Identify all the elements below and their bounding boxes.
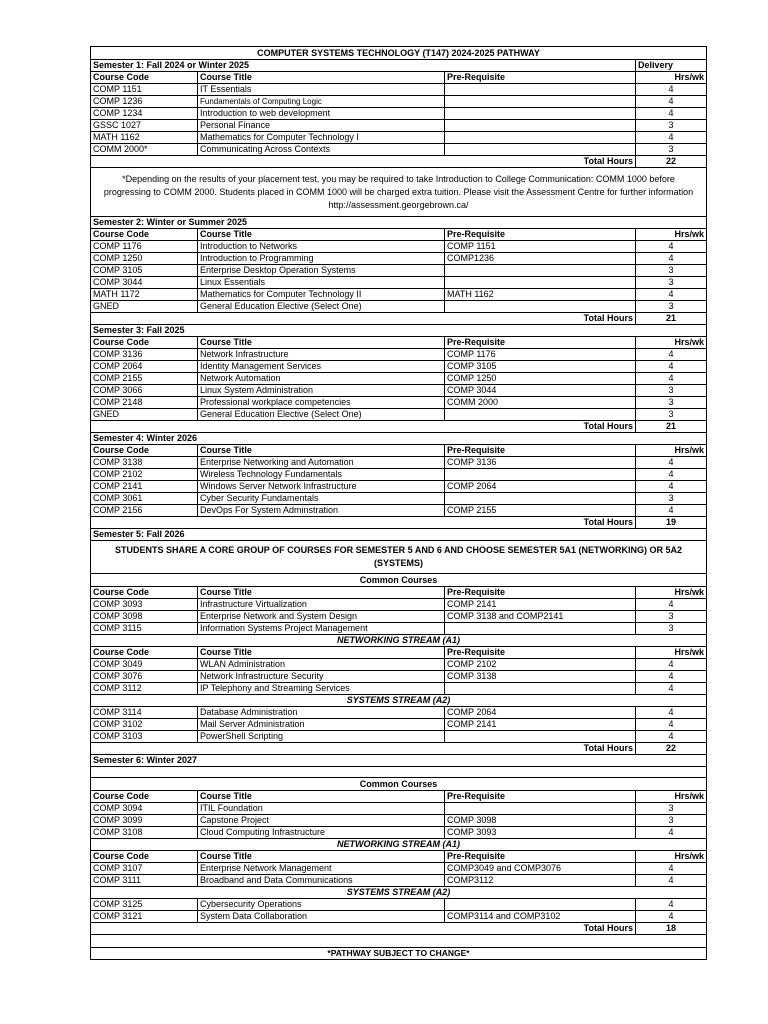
course-prerequisite: COMP 3044 <box>445 385 636 397</box>
course-hours: 4 <box>636 671 707 683</box>
common-courses-label-cell: Common Courses <box>91 574 707 587</box>
column-header-code: Course Code <box>91 647 198 659</box>
course-row <box>91 361 707 373</box>
total-label: Total Hours <box>91 421 636 433</box>
total-hours-row <box>91 923 707 935</box>
column-header-code: Course Code <box>91 587 198 599</box>
column-header-row <box>91 229 707 241</box>
course-code: COMP 3093 <box>91 599 198 611</box>
total-hours: 21 <box>636 421 707 433</box>
course-code: GNED <box>91 409 198 421</box>
course-code: COMP 3044 <box>91 277 198 289</box>
course-prerequisite: COMP3114 and COMP3102 <box>445 911 636 923</box>
course-prerequisite <box>445 132 636 144</box>
total-label: Total Hours <box>91 313 636 325</box>
course-prerequisite <box>445 409 636 421</box>
column-header-code: Course Code <box>91 229 198 241</box>
course-hours: 4 <box>636 373 707 385</box>
course-row <box>91 863 707 875</box>
networking-stream-label-cell: NETWORKING STREAM (A1) <box>91 635 707 647</box>
course-prerequisite: COMP 3136 <box>445 457 636 469</box>
course-row <box>91 683 707 695</box>
column-header-title: Course Title <box>198 445 445 457</box>
course-prerequisite <box>445 803 636 815</box>
semester-heading-row <box>91 60 707 72</box>
course-hours: 4 <box>636 108 707 120</box>
course-code: COMP 2064 <box>91 361 198 373</box>
course-prerequisite <box>445 108 636 120</box>
course-title: Wireless Technology Fundamentals <box>198 469 445 481</box>
course-prerequisite <box>445 84 636 96</box>
course-code: COMP 3107 <box>91 863 198 875</box>
column-header-row <box>91 587 707 599</box>
course-prerequisite: COMP 3105 <box>445 361 636 373</box>
semester-heading: Semester 1: Fall 2024 or Winter 2025 <box>91 60 636 72</box>
column-header-hrs: Hrs/wk <box>636 791 707 803</box>
semester-heading <box>91 217 707 229</box>
course-prerequisite: COMP3049 and COMP3076 <box>445 863 636 875</box>
course-code: MATH 1172 <box>91 289 198 301</box>
blank-cell <box>91 935 707 948</box>
course-prerequisite: COMP 2141 <box>445 719 636 731</box>
course-row <box>91 911 707 923</box>
course-prerequisite <box>445 301 636 313</box>
column-header-code: Course Code <box>91 851 198 863</box>
systems-stream-label <box>91 887 707 899</box>
semester-heading-cell: Semester 5: Fall 2026 <box>91 529 707 541</box>
total-hours-row <box>91 421 707 433</box>
course-row <box>91 265 707 277</box>
course-title: IP Telephony and Streaming Services <box>198 683 445 695</box>
column-header-prereq: Pre-Requisite <box>445 445 636 457</box>
column-header-hrs: Hrs/wk <box>636 337 707 349</box>
column-header-hrs: Hrs/wk <box>636 72 707 84</box>
course-code: COMP 1151 <box>91 84 198 96</box>
column-header-title: Course Title <box>198 587 445 599</box>
course-code: MATH 1162 <box>91 132 198 144</box>
course-prerequisite: COMP 2155 <box>445 505 636 517</box>
course-prerequisite: COMP 1176 <box>445 349 636 361</box>
course-row <box>91 493 707 505</box>
course-title: Identity Management Services <box>198 361 445 373</box>
column-header-prereq: Pre-Requisite <box>445 337 636 349</box>
course-row <box>91 108 707 120</box>
course-hours: 4 <box>636 599 707 611</box>
course-code: COMP 3125 <box>91 899 198 911</box>
course-prerequisite: COMP3112 <box>445 875 636 887</box>
course-hours: 4 <box>636 731 707 743</box>
course-title: Network Infrastructure <box>198 349 445 361</box>
course-prerequisite: COMP 2141 <box>445 599 636 611</box>
course-row <box>91 373 707 385</box>
course-prerequisite: COMP 3138 and COMP2141 <box>445 611 636 623</box>
course-row <box>91 241 707 253</box>
course-title: Information Systems Project Management <box>198 623 445 635</box>
course-code: COMP 3114 <box>91 707 198 719</box>
course-title: ITIL Foundation <box>198 803 445 815</box>
course-code: COMP 3099 <box>91 815 198 827</box>
course-hours: 4 <box>636 875 707 887</box>
course-title: Mathematics for Computer Technology I <box>198 132 445 144</box>
course-code: COMP 3112 <box>91 683 198 695</box>
course-code: COMP 3115 <box>91 623 198 635</box>
course-hours: 4 <box>636 96 707 108</box>
course-hours: 4 <box>636 457 707 469</box>
total-hours-row <box>91 313 707 325</box>
core-courses-note-cell: STUDENTS SHARE A CORE GROUP OF COURSES FOR SEMESTER 5 AND 6 AND CHOOSE SEMESTER 5A1 (NETWORKING) OR 5A2 (SYSTEMS) <box>91 541 707 574</box>
course-code: COMP 2148 <box>91 397 198 409</box>
column-header-hrs: Hrs/wk <box>636 587 707 599</box>
course-row <box>91 253 707 265</box>
course-code: COMP 1234 <box>91 108 198 120</box>
course-code: COMP 3121 <box>91 911 198 923</box>
course-title: PowerShell Scripting <box>198 731 445 743</box>
column-header-row <box>91 72 707 84</box>
course-row <box>91 457 707 469</box>
course-title: Cloud Computing Infrastructure <box>198 827 445 839</box>
course-hours: 4 <box>636 481 707 493</box>
course-title: Introduction to web development <box>198 108 445 120</box>
course-code: COMP 3098 <box>91 611 198 623</box>
course-hours: 4 <box>636 84 707 96</box>
course-code: COMP 3103 <box>91 731 198 743</box>
course-hours: 3 <box>636 301 707 313</box>
course-prerequisite <box>445 469 636 481</box>
course-row <box>91 301 707 313</box>
footer-note <box>91 948 707 960</box>
course-row <box>91 289 707 301</box>
course-prerequisite: COMP 1151 <box>445 241 636 253</box>
course-code: COMP 3105 <box>91 265 198 277</box>
course-prerequisite: COMP 3093 <box>445 827 636 839</box>
total-hours: 22 <box>636 743 707 755</box>
course-title: WLAN Administration <box>198 659 445 671</box>
course-row <box>91 623 707 635</box>
course-prerequisite: COMP 3138 <box>445 671 636 683</box>
course-code: COMP 3094 <box>91 803 198 815</box>
semester-heading-cell: Semester 4: Winter 2026 <box>91 433 707 445</box>
column-header-title: Course Title <box>198 72 445 84</box>
course-title: Professional workplace competencies <box>198 397 445 409</box>
course-row <box>91 827 707 839</box>
column-header-prereq: Pre-Requisite <box>445 229 636 241</box>
semester-heading-cell: Semester 3: Fall 2025 <box>91 325 707 337</box>
course-title: Enterprise Networking and Automation <box>198 457 445 469</box>
course-row <box>91 599 707 611</box>
course-prerequisite <box>445 493 636 505</box>
course-row <box>91 385 707 397</box>
course-hours: 4 <box>636 707 707 719</box>
course-title: Cyber Security Fundamentals <box>198 493 445 505</box>
course-code: GSSC 1027 <box>91 120 198 132</box>
course-hours: 3 <box>636 385 707 397</box>
column-header-code: Course Code <box>91 445 198 457</box>
course-hours: 4 <box>636 683 707 695</box>
course-hours: 4 <box>636 911 707 923</box>
total-hours-row <box>91 156 707 168</box>
course-code: COMM 2000* <box>91 144 198 156</box>
column-header-code: Course Code <box>91 72 198 84</box>
delivery-header: Delivery <box>636 60 707 72</box>
course-prerequisite <box>445 265 636 277</box>
course-hours: 4 <box>636 827 707 839</box>
course-row <box>91 659 707 671</box>
course-title: General Education Elective (Select One) <box>198 409 445 421</box>
column-header-title: Course Title <box>198 791 445 803</box>
course-code: COMP 3138 <box>91 457 198 469</box>
footer-note-cell: *PATHWAY SUBJECT TO CHANGE* <box>91 948 707 960</box>
course-code: COMP 2141 <box>91 481 198 493</box>
course-hours: 3 <box>636 144 707 156</box>
course-title: Database Administration <box>198 707 445 719</box>
column-header-prereq: Pre-Requisite <box>445 851 636 863</box>
total-label: Total Hours <box>91 156 636 168</box>
column-header-row <box>91 791 707 803</box>
course-row <box>91 719 707 731</box>
core-courses-note <box>91 541 707 574</box>
column-header-title: Course Title <box>198 647 445 659</box>
column-header-hrs: Hrs/wk <box>636 445 707 457</box>
course-hours: 4 <box>636 349 707 361</box>
column-header-code: Course Code <box>91 337 198 349</box>
course-code: COMP 3111 <box>91 875 198 887</box>
column-header-title: Course Title <box>198 229 445 241</box>
course-code: COMP 3136 <box>91 349 198 361</box>
total-label: Total Hours <box>91 517 636 529</box>
course-title: General Education Elective (Select One) <box>198 301 445 313</box>
course-hours: 3 <box>636 120 707 132</box>
course-hours: 3 <box>636 611 707 623</box>
course-prerequisite: COMP 1250 <box>445 373 636 385</box>
course-prerequisite <box>445 899 636 911</box>
networking-stream-label <box>91 635 707 647</box>
course-row <box>91 349 707 361</box>
course-code: COMP 2102 <box>91 469 198 481</box>
course-title: Mail Server Administration <box>198 719 445 731</box>
course-title: Network Infrastructure Security <box>198 671 445 683</box>
course-title: Introduction to Networks <box>198 241 445 253</box>
course-prerequisite: COMM 2000 <box>445 397 636 409</box>
course-hours: 4 <box>636 659 707 671</box>
semester-heading <box>91 325 707 337</box>
spacer-cell <box>91 767 707 778</box>
course-hours: 4 <box>636 361 707 373</box>
course-code: COMP 1250 <box>91 253 198 265</box>
course-row <box>91 469 707 481</box>
networking-stream-label <box>91 839 707 851</box>
course-row <box>91 899 707 911</box>
course-prerequisite: MATH 1162 <box>445 289 636 301</box>
course-prerequisite: COMP1236 <box>445 253 636 265</box>
total-hours: 18 <box>636 923 707 935</box>
course-row <box>91 611 707 623</box>
column-header-hrs: Hrs/wk <box>636 647 707 659</box>
course-title: Windows Server Network Infrastructure <box>198 481 445 493</box>
course-title: Linux Essentials <box>198 277 445 289</box>
course-title: Enterprise Desktop Operation Systems <box>198 265 445 277</box>
total-hours: 21 <box>636 313 707 325</box>
course-title: DevOps For System Adminstration <box>198 505 445 517</box>
course-row <box>91 409 707 421</box>
course-title: Cybersecurity Operations <box>198 899 445 911</box>
total-hours-row <box>91 517 707 529</box>
course-row <box>91 96 707 108</box>
course-title: Capstone Project <box>198 815 445 827</box>
column-header-hrs: Hrs/wk <box>636 229 707 241</box>
total-label: Total Hours <box>91 743 636 755</box>
course-row <box>91 84 707 96</box>
course-hours: 4 <box>636 132 707 144</box>
semester-heading <box>91 433 707 445</box>
course-code: COMP 2156 <box>91 505 198 517</box>
column-header-code: Course Code <box>91 791 198 803</box>
course-code: COMP 1176 <box>91 241 198 253</box>
common-courses-label <box>91 574 707 587</box>
course-code: COMP 3076 <box>91 671 198 683</box>
course-row <box>91 671 707 683</box>
course-row <box>91 803 707 815</box>
course-hours: 3 <box>636 277 707 289</box>
course-code: COMP 3049 <box>91 659 198 671</box>
course-hours: 4 <box>636 289 707 301</box>
course-prerequisite: COMP 2102 <box>445 659 636 671</box>
course-prerequisite <box>445 96 636 108</box>
course-row <box>91 481 707 493</box>
course-code: GNED <box>91 301 198 313</box>
semester-heading-cell: Semester 6: Winter 2027 <box>91 755 707 767</box>
course-title: Communicating Across Contexts <box>198 144 445 156</box>
course-hours: 4 <box>636 863 707 875</box>
course-code: COMP 2155 <box>91 373 198 385</box>
course-row <box>91 132 707 144</box>
column-header-row <box>91 851 707 863</box>
systems-stream-label-cell: SYSTEMS STREAM (A2) <box>91 695 707 707</box>
course-hours: 4 <box>636 253 707 265</box>
column-header-row <box>91 647 707 659</box>
column-header-row <box>91 337 707 349</box>
course-hours: 4 <box>636 469 707 481</box>
course-prerequisite <box>445 277 636 289</box>
course-hours: 4 <box>636 505 707 517</box>
course-title: Fundamentals of Computing Logic <box>198 96 445 108</box>
semester-heading-cell: Semester 2: Winter or Summer 2025 <box>91 217 707 229</box>
course-title: Personal Finance <box>198 120 445 132</box>
column-header-title: Course Title <box>198 337 445 349</box>
total-hours: 22 <box>636 156 707 168</box>
course-row <box>91 397 707 409</box>
column-header-row <box>91 445 707 457</box>
course-title: Mathematics for Computer Technology II <box>198 289 445 301</box>
course-hours: 4 <box>636 241 707 253</box>
common-courses-label-cell: Common Courses <box>91 778 707 791</box>
course-prerequisite: COMP 3098 <box>445 815 636 827</box>
course-row <box>91 731 707 743</box>
course-title: Introduction to Programming <box>198 253 445 265</box>
document-title-cell: COMPUTER SYSTEMS TECHNOLOGY (T147) 2024-2025 PATHWAY <box>91 47 707 60</box>
semester-heading <box>91 529 707 541</box>
spacer <box>91 767 707 778</box>
course-row <box>91 120 707 132</box>
course-hours: 3 <box>636 397 707 409</box>
course-hours: 4 <box>636 719 707 731</box>
course-hours: 3 <box>636 265 707 277</box>
course-prerequisite <box>445 144 636 156</box>
blank-row <box>91 935 707 948</box>
course-title: System Data Collaboration <box>198 911 445 923</box>
course-hours: 3 <box>636 815 707 827</box>
course-row <box>91 707 707 719</box>
course-title: Infrastructure Virtualization <box>198 599 445 611</box>
column-header-prereq: Pre-Requisite <box>445 587 636 599</box>
networking-stream-label-cell: NETWORKING STREAM (A1) <box>91 839 707 851</box>
course-code: COMP 3102 <box>91 719 198 731</box>
column-header-hrs: Hrs/wk <box>636 851 707 863</box>
course-title: Enterprise Network Management <box>198 863 445 875</box>
course-prerequisite: COMP 2064 <box>445 707 636 719</box>
column-header-title: Course Title <box>198 851 445 863</box>
course-row <box>91 144 707 156</box>
course-row <box>91 875 707 887</box>
course-title: Broadband and Data Communications <box>198 875 445 887</box>
placement-note <box>91 168 707 217</box>
course-title: Linux System Administration <box>198 385 445 397</box>
course-title: Enterprise Network and System Design <box>198 611 445 623</box>
pathway-table <box>90 46 707 960</box>
course-code: COMP 3061 <box>91 493 198 505</box>
course-hours: 3 <box>636 409 707 421</box>
course-prerequisite <box>445 731 636 743</box>
course-prerequisite <box>445 623 636 635</box>
course-prerequisite <box>445 120 636 132</box>
column-header-prereq: Pre-Requisite <box>445 791 636 803</box>
course-title: IT Essentials <box>198 84 445 96</box>
systems-stream-label <box>91 695 707 707</box>
course-row <box>91 277 707 289</box>
semester-heading <box>91 755 707 767</box>
common-courses-label <box>91 778 707 791</box>
course-code: COMP 1236 <box>91 96 198 108</box>
pathway-body <box>91 47 707 960</box>
systems-stream-label-cell: SYSTEMS STREAM (A2) <box>91 887 707 899</box>
course-prerequisite: COMP 2064 <box>445 481 636 493</box>
course-hours: 3 <box>636 493 707 505</box>
course-code: COMP 3066 <box>91 385 198 397</box>
course-row <box>91 815 707 827</box>
course-row <box>91 505 707 517</box>
course-hours: 3 <box>636 803 707 815</box>
course-code: COMP 3108 <box>91 827 198 839</box>
course-hours: 3 <box>636 623 707 635</box>
total-label: Total Hours <box>91 923 636 935</box>
course-hours: 4 <box>636 899 707 911</box>
placement-note-cell: *Depending on the results of your placement test, you may be required to take Introduction to College Communication: COMM 1000 before progressing to COMM 2000. Students placed in COMM 1000 will be charged extra tuition. Please visit the Assessment Centre for further information http://assessment.georgebrown.ca/ <box>91 168 707 217</box>
total-hours-row <box>91 743 707 755</box>
document-title <box>91 47 707 60</box>
course-prerequisite <box>445 683 636 695</box>
column-header-prereq: Pre-Requisite <box>445 647 636 659</box>
total-hours: 19 <box>636 517 707 529</box>
course-title: Network Automation <box>198 373 445 385</box>
column-header-prereq: Pre-Requisite <box>445 72 636 84</box>
